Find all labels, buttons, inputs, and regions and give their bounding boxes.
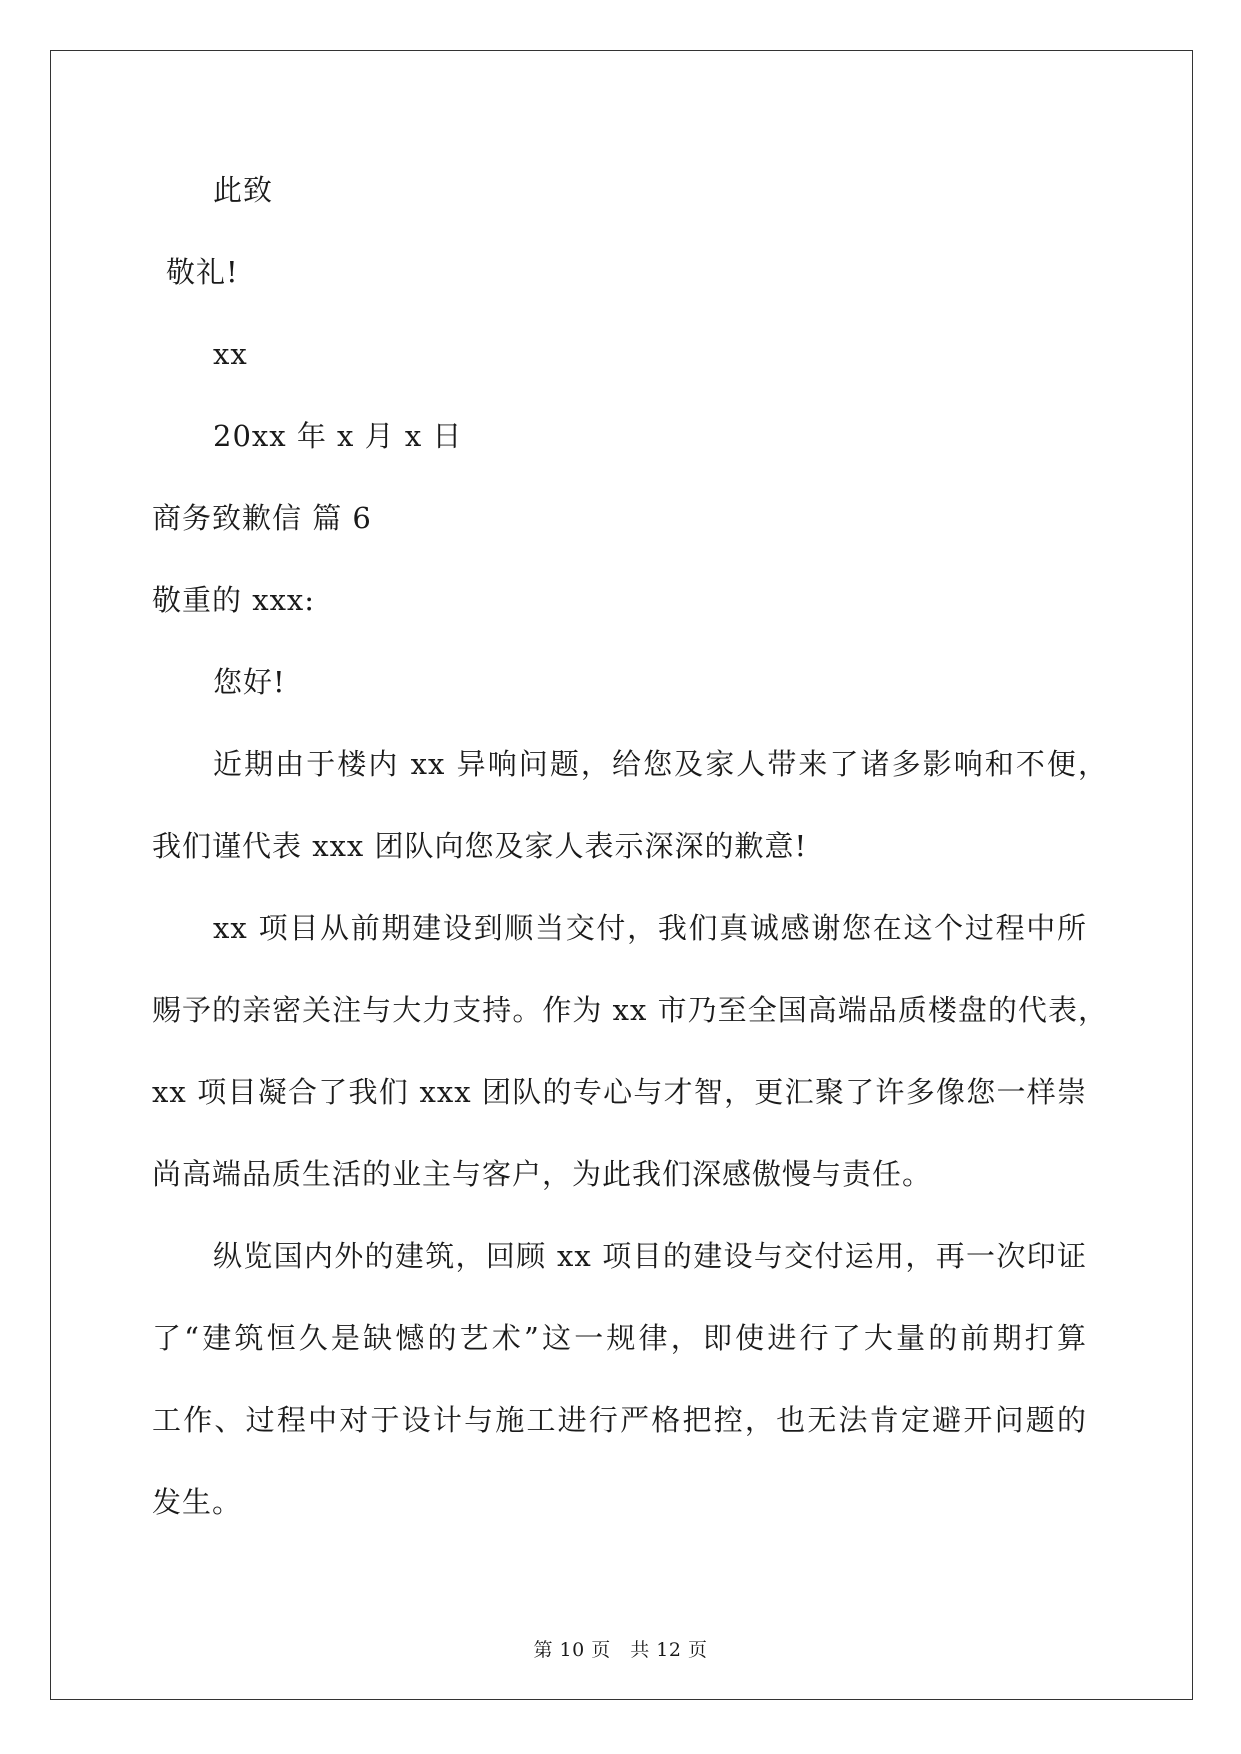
paragraph-3-line-4: 发生。 xyxy=(152,1485,243,1519)
paragraph-2-line-4: 尚高端品质生活的业主与客户，为此我们深感傲慢与责任。 xyxy=(152,1157,933,1191)
paragraph-3-line-2: 了“建筑恒久是缺憾的艺术”这一规律，即使进行了大量的前期打算 xyxy=(152,1321,1087,1355)
closing-salutation: 此致 xyxy=(213,173,274,207)
closing-respects: 敬礼! xyxy=(166,255,239,289)
paragraph-1-line-2: 我们谨代表 xxx 团队向您及家人表示深深的歉意! xyxy=(152,829,808,863)
paragraph-3-line-3: 工作、过程中对于设计与施工进行严格把控，也无法肯定避开问题的 xyxy=(152,1403,1087,1437)
letter-heading: 商务致歉信 篇 6 xyxy=(152,501,372,535)
letter-hello: 您好! xyxy=(213,665,286,699)
paragraph-2-line-3: xx 项目凝合了我们 xxx 团队的专心与才智，更汇聚了许多像您一样崇 xyxy=(152,1075,1087,1109)
paragraph-1-line-1: 近期由于楼内 xx 异响问题，给您及家人带来了诸多影响和不便， xyxy=(213,747,1108,781)
paragraph-3-line-1: 纵览国内外的建筑，回顾 xx 项目的建设与交付运用，再一次印证 xyxy=(213,1239,1087,1273)
paragraph-2-line-2: 赐予的亲密关注与大力支持。作为 xx 市乃至全国高端品质楼盘的代表， xyxy=(152,993,1108,1027)
letter-greeting: 敬重的 xxx: xyxy=(152,583,316,617)
signature-date: 20xx 年 x 月 x 日 xyxy=(213,419,463,453)
page-number-footer: 第 10 页 共 12 页 xyxy=(533,1639,708,1661)
signature-name: xx xyxy=(213,337,248,371)
page-border xyxy=(50,50,1193,1700)
paragraph-2-line-1: xx 项目从前期建设到顺当交付，我们真诚感谢您在这个过程中所 xyxy=(213,911,1087,945)
